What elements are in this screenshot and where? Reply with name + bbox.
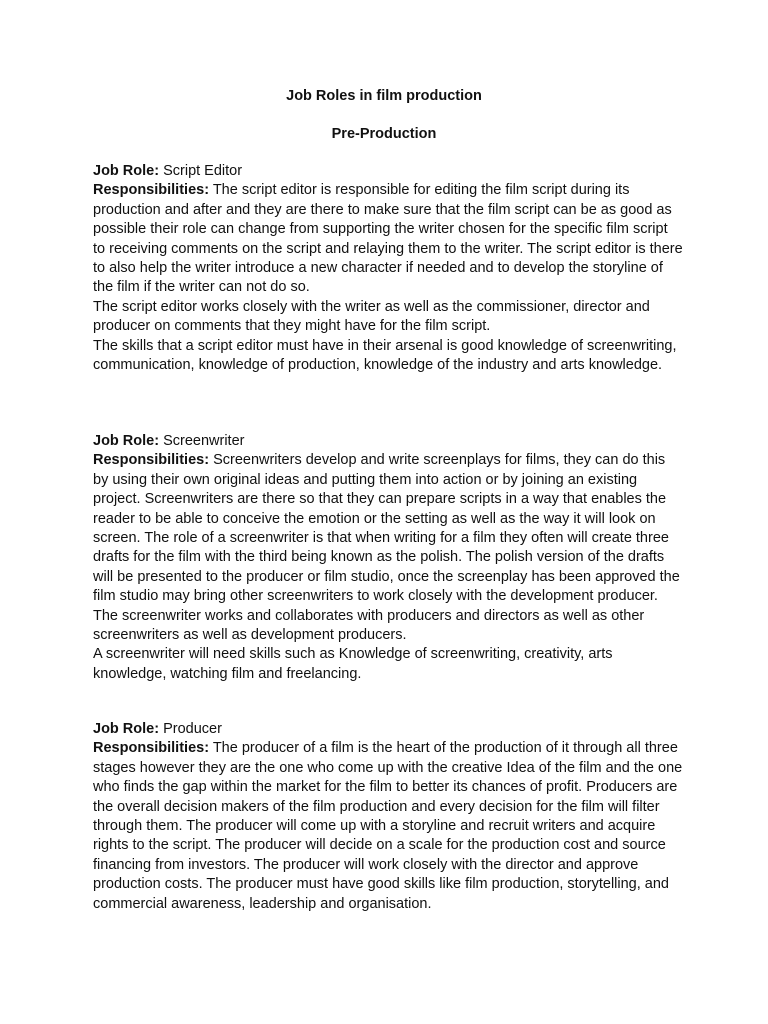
responsibilities-label: Responsibilities: [93, 452, 210, 469]
responsibilities-text: Screenwriters develop and write screenplays for films, they can do this by using their own original ideas and putting them into action or by joining an existing project. Screenwriters are there so that they can prepare scripts in a way that enables the reader to be able to conceive the emotion or the setting as well as the way it will look on screen. The role of a screenwriter is that when writing for a film they often will create three drafts for the film with the third being known as the polish. The polish version of the drafts will be presented to the producer or film studio, once the screenplay has been approved the film studio may bring other screenwriters to work closely with the development producer. [93, 452, 680, 605]
body-paragraph: The script editor works closely with the writer as well as the commissioner, director and producer on comments that they might have for the film script. [93, 298, 650, 335]
responsibilities-label: Responsibilities: [93, 182, 210, 199]
job-role-name: Producer [163, 721, 222, 737]
responsibilities-paragraph [93, 181, 683, 297]
job-role-label: Job Role: [93, 163, 160, 179]
responsibilities-label: Responsibilities: [93, 740, 210, 757]
job-role-block-screenwriter [93, 432, 683, 684]
job-role-block-script-editor [93, 162, 683, 375]
responsibilities-paragraph [93, 451, 683, 606]
document-title: Job Roles in film production [286, 88, 482, 104]
job-role-name: Screenwriter [163, 433, 245, 449]
job-role-line [93, 720, 683, 739]
responsibilities-paragraph [93, 739, 683, 914]
body-paragraph: The skills that a script editor must have in their arsenal is good knowledge of screenwriting, communication, knowledge of production, knowledge of the industry and arts knowledge. [93, 337, 677, 374]
job-role-label: Job Role: [93, 721, 160, 737]
responsibilities-text: The script editor is responsible for editing the film script during its production and after and they are there to make sure that the film script can be as good as possible their role can change from supporting the writer chosen for the specific film script to receiving comments on the script and relaying them to the writer. The script editor is there to also help the writer introduce a new character if needed and to develop the storyline of the film if the writer can not do so. [93, 182, 683, 296]
job-role-block-producer [93, 720, 683, 914]
job-role-line [93, 432, 683, 451]
job-role-label: Job Role: [93, 433, 160, 449]
section-heading: Pre-Production [331, 126, 437, 142]
body-paragraph: The screenwriter works and collaborates with producers and directors as well as other screenwriters as well as development producers. [93, 607, 645, 644]
responsibilities-text: The producer of a film is the heart of the production of it through all three stages however they are the one who come up with the creative Idea of the film and the one who finds the gap within the market for the film to better its chances of profit. Producers are the overall decision makers of the film production and every decision for the film will filter through them. The producer will come up with a storyline and recruit writers and acquire rights to the script. The producer will decide on a scale for the production cost and source financing from investors. The producer will work closely with the director and approve production costs. The producer must have good skills like film production, storytelling, and commercial awareness, leadership and organisation. [93, 740, 683, 912]
job-role-line [93, 162, 683, 181]
body-paragraph: A screenwriter will need skills such as Knowledge of screenwriting, creativity, arts knowledge, watching film and freelancing. [93, 646, 613, 682]
job-role-name: Script Editor [163, 163, 243, 179]
